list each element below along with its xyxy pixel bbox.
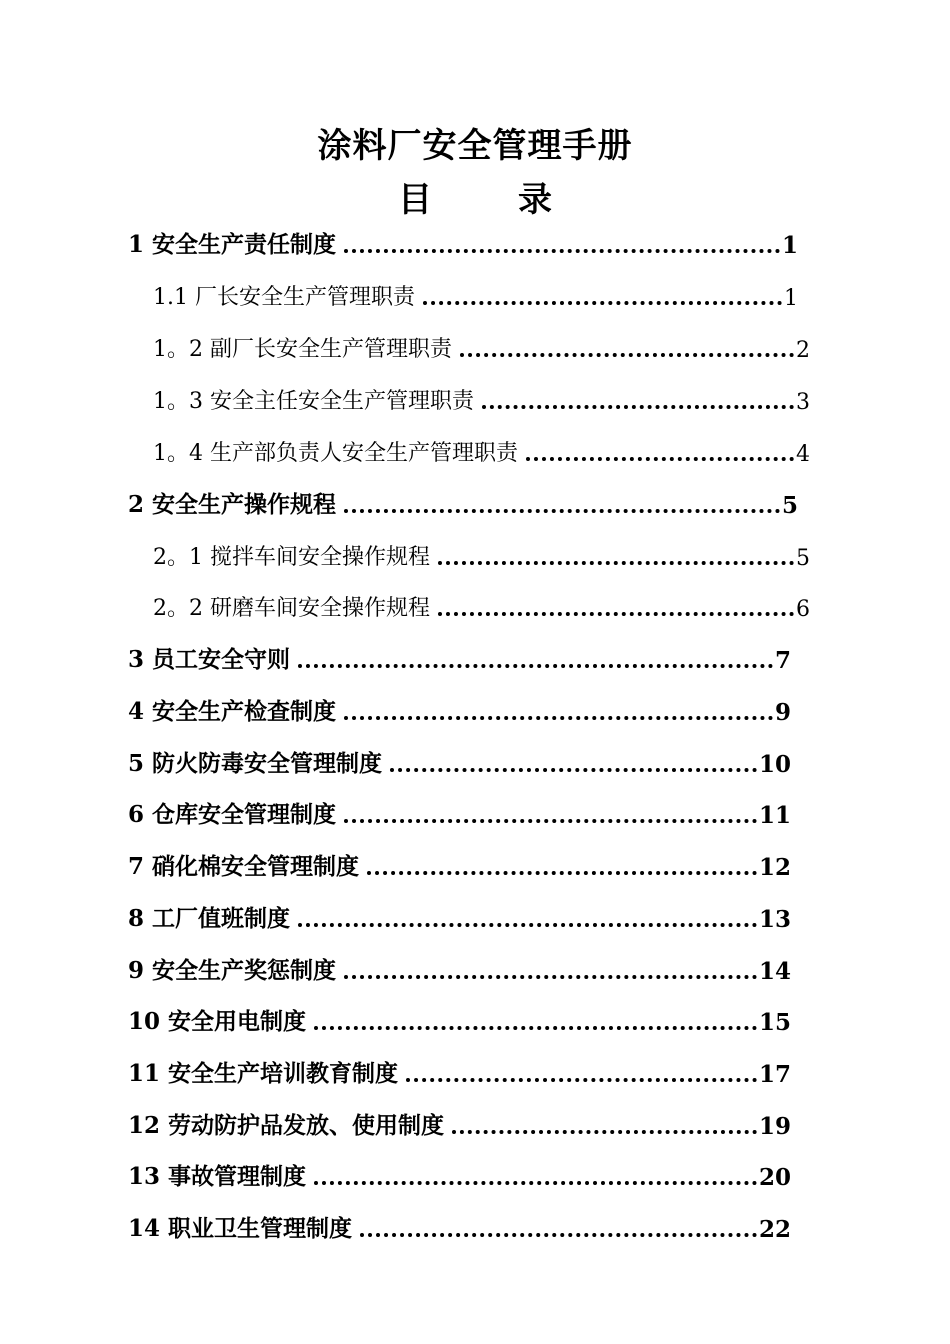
toc-entry[interactable] xyxy=(128,955,791,985)
toc-leader-dots xyxy=(298,923,757,927)
toc-entry-label: 2。1 搅拌车间安全操作规程 xyxy=(153,545,430,570)
toc-entry[interactable] xyxy=(153,281,798,311)
toc-leader-dots xyxy=(344,716,773,720)
toc-entry-page: 2 xyxy=(796,338,810,363)
toc-leader-dots xyxy=(367,871,757,875)
toc-leader-dots xyxy=(438,561,794,565)
toc-leader-dots xyxy=(482,405,794,409)
toc-entry-page: 17 xyxy=(758,1061,791,1088)
toc-entry-label: 1。4 生产部负责人安全生产管理职责 xyxy=(153,441,518,466)
toc-leader-dots xyxy=(314,1026,757,1030)
toc-entry-label: 12 劳动防护品发放、使用制度 xyxy=(128,1112,445,1139)
toc-entry-label: 8 工厂值班制度 xyxy=(128,905,291,932)
toc-entry-page: 5 xyxy=(781,492,798,519)
toc-entry-page: 20 xyxy=(758,1164,791,1191)
toc-entry-page: 12 xyxy=(758,854,791,881)
toc-entry[interactable] xyxy=(153,385,810,415)
toc-entry-label: 4 安全生产检查制度 xyxy=(128,698,337,725)
toc-entry-label: 14 职业卫生管理制度 xyxy=(128,1215,353,1242)
toc-entry[interactable] xyxy=(128,748,791,778)
toc-entry-label: 1.1 厂长安全生产管理职责 xyxy=(153,285,415,310)
toc-leader-dots xyxy=(423,301,782,305)
toc-entry[interactable] xyxy=(153,592,810,622)
toc-entry-label: 10 安全用电制度 xyxy=(128,1008,307,1035)
toc-entry[interactable] xyxy=(128,696,791,726)
toc-entry-label: 2 安全生产操作规程 xyxy=(128,491,337,518)
toc-entry-page: 5 xyxy=(796,546,810,571)
toc-entry-page: 15 xyxy=(758,1009,791,1036)
toc-leader-dots xyxy=(406,1078,757,1082)
toc-entry-label: 3 员工安全守则 xyxy=(128,646,291,673)
toc-heading-right: 录 xyxy=(518,180,552,220)
toc-heading-left: 目 xyxy=(398,180,432,220)
document-title: 涂料厂安全管理手册 xyxy=(317,126,633,166)
toc-leader-dots xyxy=(314,1181,757,1185)
toc-entry-label: 1。2 副厂长安全生产管理职责 xyxy=(153,337,452,362)
toc-leader-dots xyxy=(526,457,794,461)
toc-entry-page: 4 xyxy=(796,442,810,467)
toc-entry[interactable] xyxy=(128,903,791,933)
toc-entry-label: 6 仓库安全管理制度 xyxy=(128,801,337,828)
toc-leader-dots xyxy=(344,819,757,823)
toc-entry[interactable] xyxy=(128,644,791,674)
toc-entry[interactable] xyxy=(153,541,810,571)
toc-entry-page: 6 xyxy=(796,597,810,622)
toc-entry[interactable] xyxy=(128,851,791,881)
toc-leader-dots xyxy=(460,353,794,357)
toc-entry-label: 2。2 研磨车间安全操作规程 xyxy=(153,596,430,621)
toc-entry-label: 9 安全生产奖惩制度 xyxy=(128,957,337,984)
toc-entry-page: 10 xyxy=(758,751,791,778)
toc-entry[interactable] xyxy=(128,1110,791,1140)
toc-entry-page: 1 xyxy=(784,286,798,311)
toc-leader-dots xyxy=(438,612,794,616)
toc-entry[interactable] xyxy=(128,1058,791,1088)
toc-entry-page: 7 xyxy=(774,647,791,674)
toc-entry[interactable] xyxy=(128,1161,791,1191)
toc-entry-page: 11 xyxy=(758,802,791,829)
toc-entry-page: 3 xyxy=(796,390,810,415)
toc-entry-page: 19 xyxy=(758,1113,791,1140)
toc-entry[interactable] xyxy=(128,1006,791,1036)
toc-entry-label: 1 安全生产责任制度 xyxy=(128,231,337,258)
toc-leader-dots xyxy=(452,1130,757,1134)
toc-leader-dots xyxy=(298,664,773,668)
toc-leader-dots xyxy=(360,1233,757,1237)
toc-entry-label: 5 防火防毒安全管理制度 xyxy=(128,750,383,777)
toc-entry-page: 22 xyxy=(758,1216,791,1243)
toc-leader-dots xyxy=(344,509,780,513)
toc-entry[interactable] xyxy=(128,489,798,519)
toc-entry-label: 11 安全生产培训教育制度 xyxy=(128,1060,399,1087)
toc-leader-dots xyxy=(344,249,780,253)
toc-entry-label: 7 硝化棉安全管理制度 xyxy=(128,853,360,880)
toc-entry-label: 1。3 安全主任安全生产管理职责 xyxy=(153,389,474,414)
toc-entry-page: 1 xyxy=(781,232,798,259)
toc-leader-dots xyxy=(390,768,757,772)
toc-entry[interactable] xyxy=(128,229,798,259)
toc-entry-page: 9 xyxy=(774,699,791,726)
toc-entry[interactable] xyxy=(153,437,810,467)
toc-entry[interactable] xyxy=(153,333,810,363)
toc-entry-page: 13 xyxy=(758,906,791,933)
toc-entry-page: 14 xyxy=(758,958,791,985)
toc-entry[interactable] xyxy=(128,1213,791,1243)
toc-leader-dots xyxy=(344,975,757,979)
toc-entry[interactable] xyxy=(128,799,791,829)
toc-entry-label: 13 事故管理制度 xyxy=(128,1163,307,1190)
